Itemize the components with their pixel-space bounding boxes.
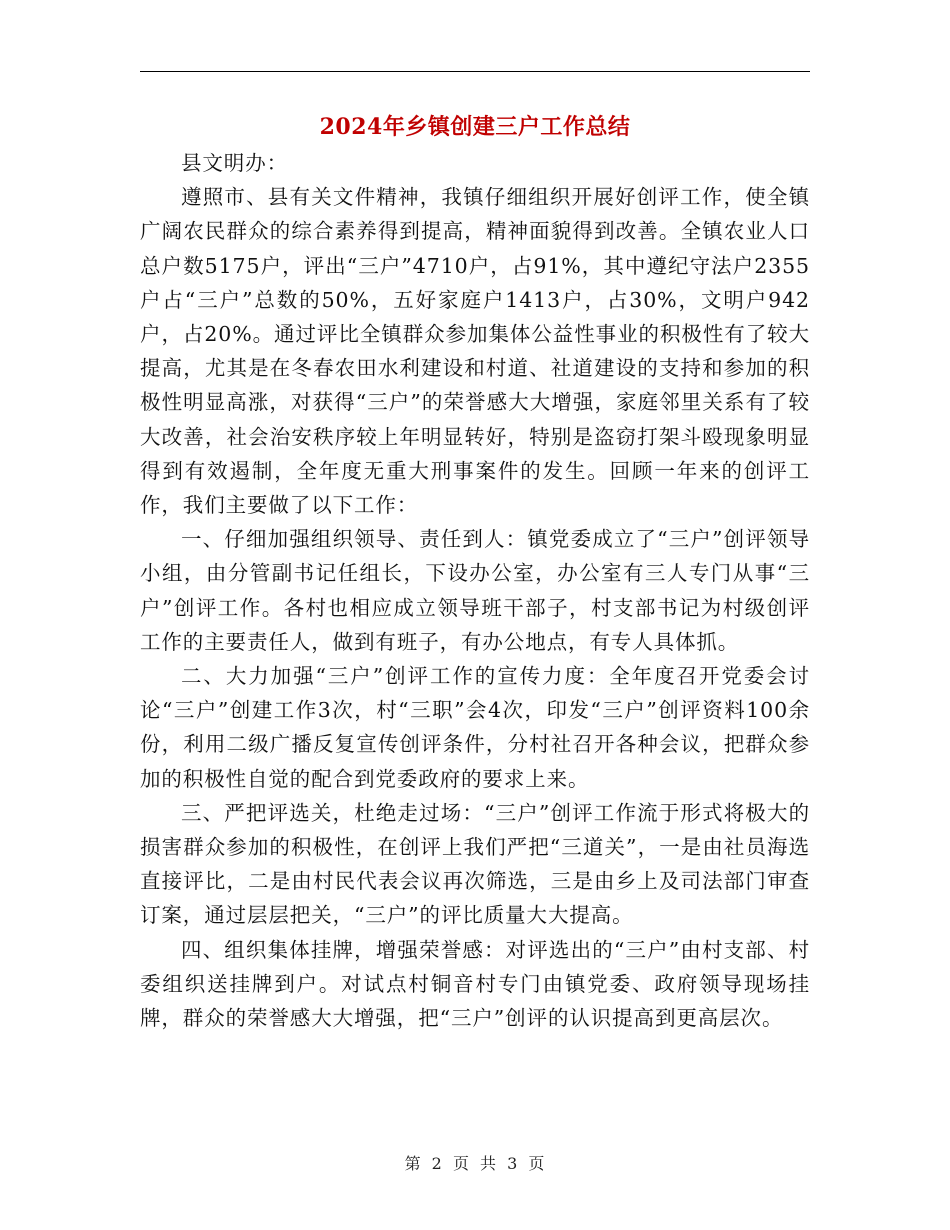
paragraph-section-1: 一、仔细加强组织领导、责任到人：镇党委成立了“三户”创评领导小组，由分管副书记任组长，下设办公室，办公室有三人专门从事“三户”创评工作。各村也相应成立领导班干部子，村支部书记为村级创评工作的主要责任人，做到有班子，有办公地点，有专人具体抓。: [140, 527, 810, 654]
header-rule: [140, 71, 810, 72]
paragraph-section-2: 二、大力加强“三户”创评工作的宣传力度：全年度召开党委会讨论“三户”创建工作3次，村“三职”会4次，印发“三户”创评资料100余份，利用二级广播反复宣传创评条件，分村社召开各种会议，把群众参加的积极性自觉的配合到党委政府的要求上来。: [140, 664, 810, 791]
document-body: [140, 146, 810, 1035]
salutation: 县文明办：: [181, 151, 288, 175]
paragraph-section-4: 四、组织集体挂牌，增强荣誉感：对评选出的“三户”由村支部、村委组织送挂牌到户。对试点村铜音村专门由镇党委、政府领导现场挂牌，群众的荣誉感大大增强，把“三户”创评的认识提高到更高层次。: [140, 937, 810, 1031]
paragraph-section-3: 三、严把评选关，杜绝走过场：“三户”创评工作流于形式将极大的损害群众参加的积极性，在创评上我们严把“三道关”，一是由社员海选直接评比，二是由村民代表会议再次筛选，三是由乡上及司法部门审查订案，通过层层把关，“三户”的评比质量大大提高。: [140, 800, 810, 928]
paragraph-intro: 遵照市、县有关文件精神，我镇仔细组织开展好创评工作，使全镇广阔农民群众的综合素养得到提高，精神面貌得到改善。全镇农业人口总户数5175户，评出“三户”4710户，占91%，其中遵纪守法户2355户占“三户”总数的50%，五好家庭户1413户，占30%，文明户942户，占20%。通过评比全镇群众参加集体公益性事业的积极性有了较大提高，尤其是在冬春农田水利建设和村道、社道建设的支持和参加的积极性明显高涨，对获得“三户”的荣誉感大大增强，家庭邻里关系有了较大改善，社会治安秩序较上年明显转好，特别是盗窃打架斗殴现象明显得到有效遏制，全年度无重大刑事案件的发生。回顾一年来的创评工作，我们主要做了以下工作：: [140, 185, 810, 518]
document-title: 2024年乡镇创建三户工作总结: [319, 114, 631, 140]
page-number-footer: 第 2 页 共 3 页: [404, 1154, 546, 1173]
